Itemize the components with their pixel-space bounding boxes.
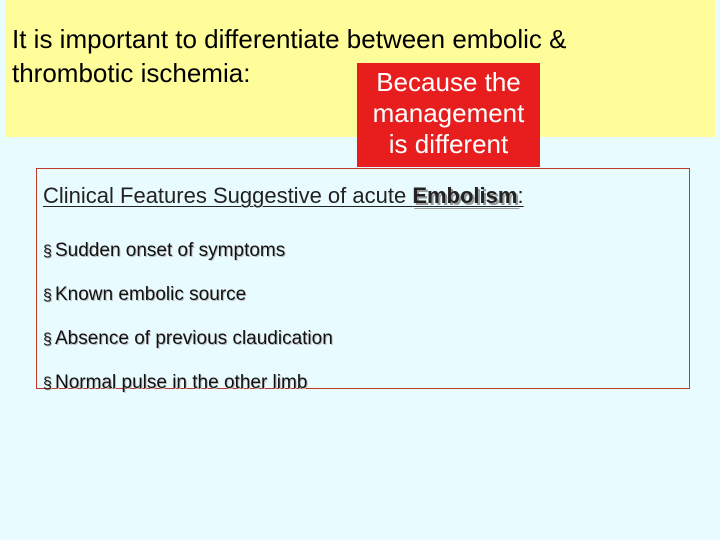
list-item [43, 361, 333, 405]
callout-line-2: management [372, 98, 525, 128]
feature-text: Normal pulse in the other limb [55, 372, 308, 393]
features-heading [43, 183, 524, 209]
callout-box [357, 63, 540, 167]
features-heading-emphasis: Embolism [412, 183, 518, 208]
bullet-icon: § [43, 287, 52, 304]
feature-text: Sudden onset of symptoms [55, 240, 286, 261]
list-item [43, 317, 333, 361]
list-item [43, 273, 333, 317]
feature-text: Known embolic source [55, 284, 247, 305]
bullet-icon: § [43, 331, 52, 348]
bullet-icon: § [43, 243, 52, 260]
features-heading-prefix: Clinical Features Suggestive of acute [43, 183, 413, 208]
callout-line-1: Because the [376, 67, 521, 97]
bullet-icon: § [43, 375, 52, 392]
features-heading-suffix: : [517, 183, 524, 208]
features-box [36, 168, 690, 393]
list-item [43, 229, 333, 273]
callout-line-3: is different [388, 129, 509, 159]
title-line-2: thrombotic ischemia: [12, 58, 251, 88]
title-line-1: It is important to differentiate between embolic & [12, 24, 567, 54]
feature-text: Absence of previous claudication [55, 328, 333, 349]
feature-list [43, 229, 333, 405]
